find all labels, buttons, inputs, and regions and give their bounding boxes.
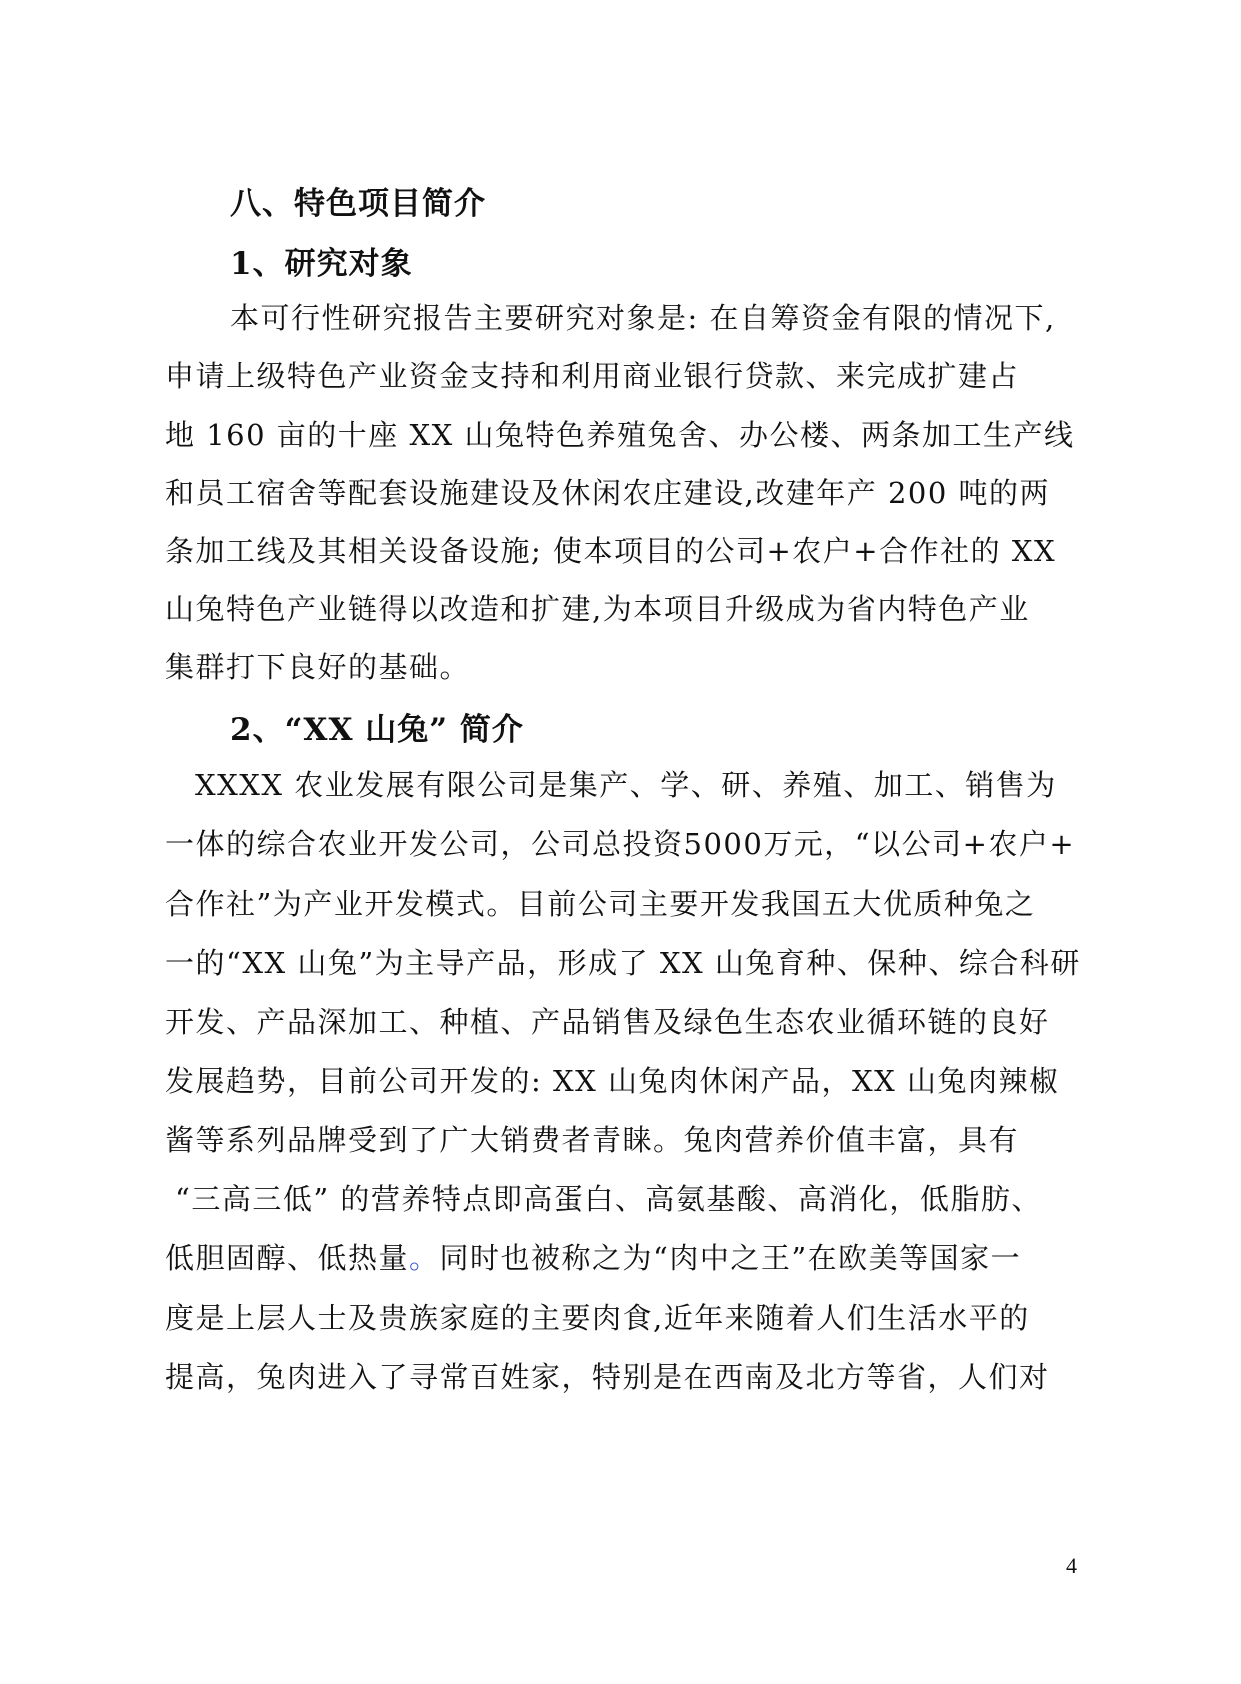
paragraph-line: 一体的综合农业开发公司，公司总投资5000万元，“以公司+农户+	[165, 827, 1076, 861]
paragraph-line: 山兔特色产业链得以改造和扩建,为本项目升级成为省内特色产业	[165, 592, 1030, 626]
paragraph-line: 开发、产品深加工、种植、产品销售及绿色生态农业循环链的良好	[165, 1005, 1050, 1039]
paragraph-line: 和员工宿舍等配套设施建设及休闲农庄建设,改建年产 200 吨的两	[165, 476, 1051, 510]
paragraph-line: 发展趋势，目前公司开发的: XX 山兔肉休闲产品，XX 山兔肉辣椒	[165, 1064, 1060, 1098]
paragraph-line: “三高三低” 的营养特点即高蛋白、高氨基酸、高消化，低脂肪、	[175, 1182, 1042, 1216]
paragraph-line: 地 160 亩的十座 XX 山兔特色养殖兔舍、办公楼、两条加工生产线	[165, 418, 1075, 452]
paragraph-line: XXXX 农业发展有限公司是集产、学、研、养殖、加工、销售为	[195, 768, 1057, 802]
section-title: 八、特色项目简介	[230, 186, 486, 222]
paragraph-line: 合作社”为产业开发模式。目前公司主要开发我国五大优质种兔之	[165, 887, 1036, 921]
paragraph-line: 集群打下良好的基础。	[165, 650, 471, 684]
text-segment: 低胆固醇、低热量	[165, 1241, 410, 1275]
paragraph-line: 一的“XX 山兔”为主导产品，形成了 XX 山兔育种、保种、综合科研	[165, 946, 1081, 980]
paragraph-line: 酱等系列品牌受到了广大销费者青睐。兔肉营养价值丰富，具有	[165, 1123, 1020, 1157]
paragraph-line: 提高，兔肉进入了寻常百姓家，特别是在西南及北方等省，人们对	[165, 1360, 1050, 1394]
blue-period-mark: 。	[409, 1241, 440, 1275]
text-segment: 同时也被称之为“肉中之王”在欧美等国家一	[439, 1241, 1022, 1275]
page-number: 4	[1066, 1553, 1077, 1578]
paragraph-line: 条加工线及其相关设备设施; 使本项目的公司+农户+合作社的 XX	[165, 534, 1057, 568]
paragraph-line: 申请上级特色产业资金支持和利用商业银行贷款、来完成扩建占	[165, 359, 1020, 393]
subsection-title-research-object: 1、研究对象	[230, 246, 413, 282]
paragraph-line-with-accent	[165, 1236, 1021, 1277]
paragraph-line: 度是上层人士及贵族家庭的主要肉食,近年来随着人们生活水平的	[165, 1301, 1030, 1335]
subsection-title-intro: 2、“XX 山兔” 简介	[230, 712, 524, 748]
paragraph-line: 本可行性研究报告主要研究对象是: 在自筹资金有限的情况下,	[230, 301, 1056, 335]
